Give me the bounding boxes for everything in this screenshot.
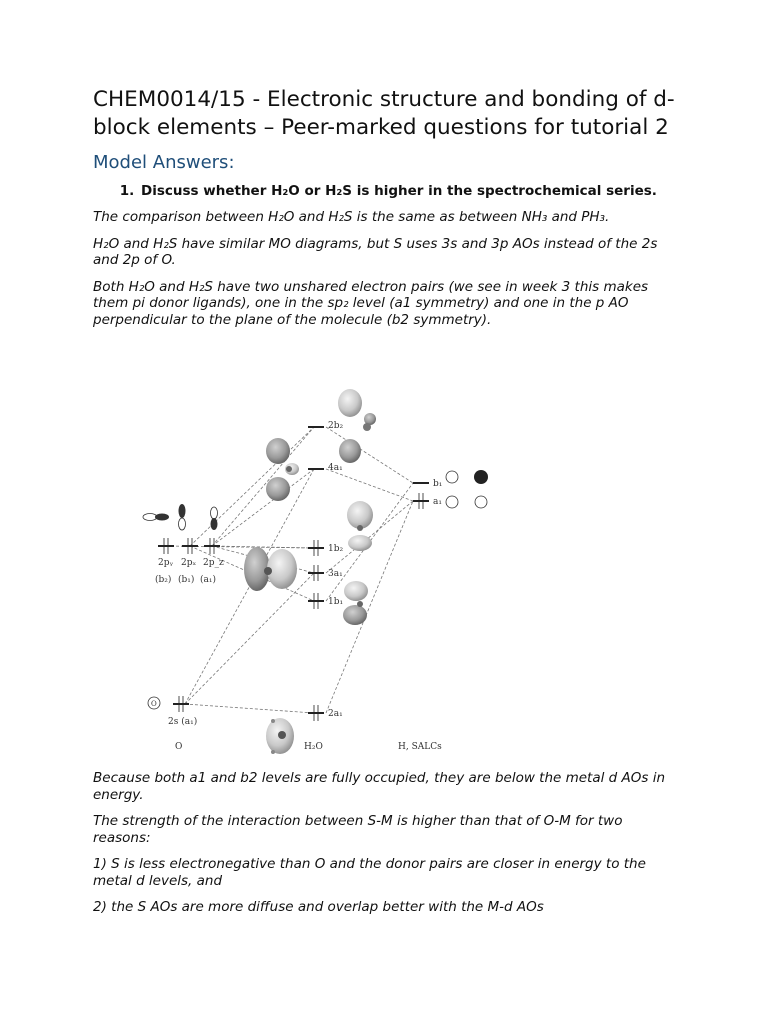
svg-text:3a₁: 3a₁ (328, 569, 343, 579)
column-labels (175, 742, 442, 752)
o-2p-levels (143, 504, 224, 585)
answer-paragraph-1: The comparison between H₂O and H₂S is the same as between NH₃ and PH₃. (93, 209, 610, 225)
document-title: CHEM0014/15 - Electronic structure and bonding of d-block elements – Peer-marked questions for tutorial 2 (93, 87, 675, 140)
svg-text:H, SALCs: H, SALCs (398, 742, 442, 752)
svg-text:a₁: a₁ (433, 497, 442, 507)
svg-text:(a₁): (a₁) (200, 575, 216, 585)
answer-paragraph-6: 1) S is less electronegative than O and the donor pairs are closer in energy to the metal d levels, and (93, 856, 646, 889)
svg-text:1b₂: 1b₂ (328, 544, 344, 554)
answer-paragraph-4: Because both a1 and b2 levels are fully occupied, they are below the metal d AOs in energy. (93, 770, 666, 803)
answer-paragraph-5: The strength of the interaction between S-M is higher than that of O-M for two reasons: (93, 813, 623, 846)
electron-pairs (164, 493, 423, 721)
h-salc-levels (413, 470, 488, 508)
section-heading-model-answers: Model Answers: (93, 152, 235, 173)
answer-paragraph-7: 2) the S AOs are more diffuse and overlap better with the M-d AOs (93, 899, 544, 915)
svg-text:b₁: b₁ (433, 479, 443, 489)
answer-paragraph-3: Both H₂O and H₂S have two unshared electron pairs (we see in week 3 this makes them pi donor ligands), one in the sp₂ level (a1 symmetry) and one in the p AO perpendicular to the plane of the molecule (b2 symmetry). (93, 278, 649, 328)
answer-continuation (93, 770, 683, 916)
svg-text:(b₁): (b₁) (178, 575, 195, 585)
svg-text:2a₁: 2a₁ (328, 709, 343, 719)
svg-text:2s (a₁): 2s (a₁) (168, 717, 198, 727)
svg-text:2p_z: 2p_z (203, 558, 224, 568)
question-1: 1. Discuss whether H₂O or H₂S is higher in the spectrochemical series. (139, 183, 683, 200)
svg-text:4a₁: 4a₁ (328, 463, 343, 473)
svg-text:2pₓ: 2pₓ (181, 558, 197, 568)
h2o-mo-levels (308, 421, 343, 719)
answer-paragraph-2: H₂O and H₂S have similar MO diagrams, but S uses 3s and 3p AOs instead of the 2s and 2p of O. (93, 235, 658, 268)
svg-text:2pᵧ: 2pᵧ (158, 558, 173, 568)
svg-text:O: O (175, 742, 183, 752)
svg-text:O: O (151, 700, 157, 708)
document-header (93, 86, 683, 328)
h2o-mo-diagram (130, 383, 500, 768)
o-2s-level (148, 697, 197, 727)
question-list (93, 183, 683, 200)
svg-text:H₂O: H₂O (304, 742, 323, 752)
orbital-surfaces (244, 389, 376, 754)
svg-text:(b₂): (b₂) (155, 575, 172, 585)
svg-text:2b₂: 2b₂ (328, 421, 344, 431)
svg-text:1b₁: 1b₁ (328, 597, 344, 607)
